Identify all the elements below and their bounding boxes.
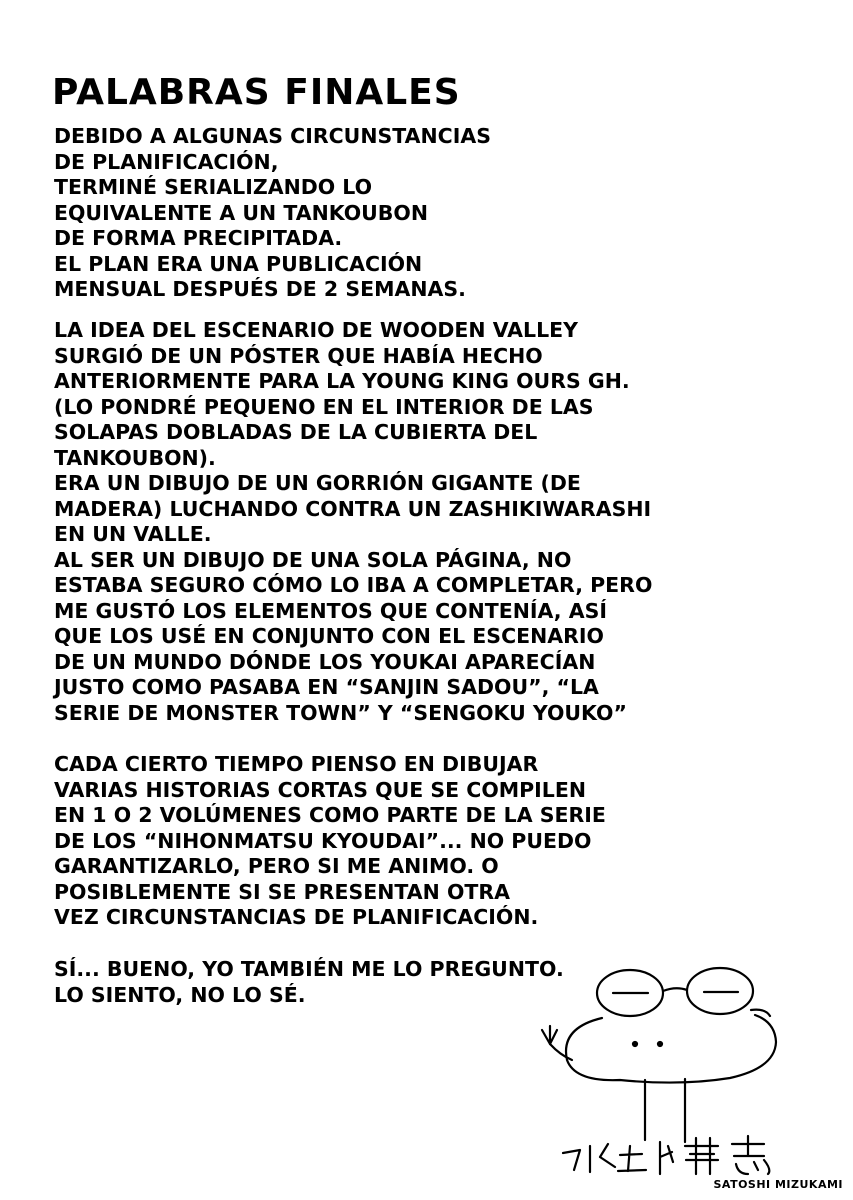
text-line: SÍ... BUENO, YO TAMBIÉN ME LO PREGUNTO. [54, 957, 564, 981]
text-line: AL SER UN DIBUJO DE UNA SOLA PÁGINA, NO [54, 547, 572, 572]
text-line: DE LOS “NIHONMATSU KYOUDAI”... NO PUEDO [54, 828, 592, 853]
text-line: LO SIENTO, NO LO SÉ. [54, 982, 306, 1007]
text-line: TERMINÉ SERIALIZANDO LO [54, 175, 373, 199]
text-line: DEBIDO A ALGUNAS CIRCUNSTANCIAS [54, 124, 491, 148]
text-line: DE PLANIFICACIÓN, [54, 149, 279, 174]
text-line: VEZ CIRCUNSTANCIAS DE PLANIFICACIÓN. [54, 905, 539, 929]
text-line: EL PLAN ERA UNA PUBLICACIÓN [54, 251, 423, 276]
text-line: SURGIÓ DE UN PÓSTER QUE HABÍA HECHO [54, 343, 543, 368]
text-line: SOLAPAS DOBLADAS DE LA CUBIERTA DEL [54, 420, 538, 444]
text-line: ANTERIORMENTE PARA LA YOUNG KING OURS GH. [54, 369, 630, 393]
paragraph-3 [54, 752, 606, 931]
text-line: VARIAS HISTORIAS CORTAS QUE SE COMPILEN [54, 777, 587, 802]
text-line: ESTABA SEGURO CÓMO LO IBA A COMPLETAR, PERO [54, 573, 653, 597]
text-line: TANKOUBON). [54, 445, 216, 470]
text-line: EN 1 O 2 VOLÚMENES COMO PARTE DE LA SERIE [54, 803, 606, 827]
text-line: DE FORMA PRECIPITADA. [54, 226, 343, 250]
paragraph-2 [54, 318, 652, 726]
frog-self-portrait-icon [520, 960, 850, 1180]
text-line: DE UN MUNDO DÓNDE LOS YOUKAI APARECÍAN [54, 649, 596, 674]
text-line: SERIE DE MONSTER TOWN” Y “SENGOKU YOUKO” [54, 700, 627, 725]
paragraph-1 [54, 124, 491, 303]
signature-caption: SATOSHI MIZUKAMI [713, 1178, 843, 1191]
paragraph-4 [54, 957, 564, 1008]
text-line: QUE LOS USÉ EN CONJUNTO CON EL ESCENARIO [54, 624, 604, 648]
text-line: ME GUSTÓ LOS ELEMENTOS QUE CONTENÍA, ASÍ [54, 598, 607, 623]
page-title: PALABRAS FINALES [52, 72, 461, 114]
text-line: MADERA) LUCHANDO CONTRA UN ZASHIKIWARASHI [54, 496, 652, 521]
text-line: JUSTO COMO PASABA EN “SANJIN SADOU”, “LA [54, 675, 599, 699]
text-line: (LO PONDRÉ PEQUENO EN EL INTERIOR DE LAS [54, 394, 594, 419]
text-line: MENSUAL DESPUÉS DE 2 SEMANAS. [54, 277, 466, 301]
text-line: EN UN VALLE. [54, 522, 212, 546]
text-line: CADA CIERTO TIEMPO PIENSO EN DIBUJAR [54, 752, 539, 776]
text-line: LA IDEA DEL ESCENARIO DE WOODEN VALLEY [54, 318, 579, 342]
text-line: EQUIVALENTE A UN TANKOUBON [54, 200, 428, 225]
text-line: GARANTIZARLO, PERO SI ME ANIMO. O [54, 854, 499, 878]
text-line: POSIBLEMENTE SI SE PRESENTAN OTRA [54, 879, 511, 904]
text-line: ERA UN DIBUJO DE UN GORRIÓN GIGANTE (DE [54, 471, 581, 495]
